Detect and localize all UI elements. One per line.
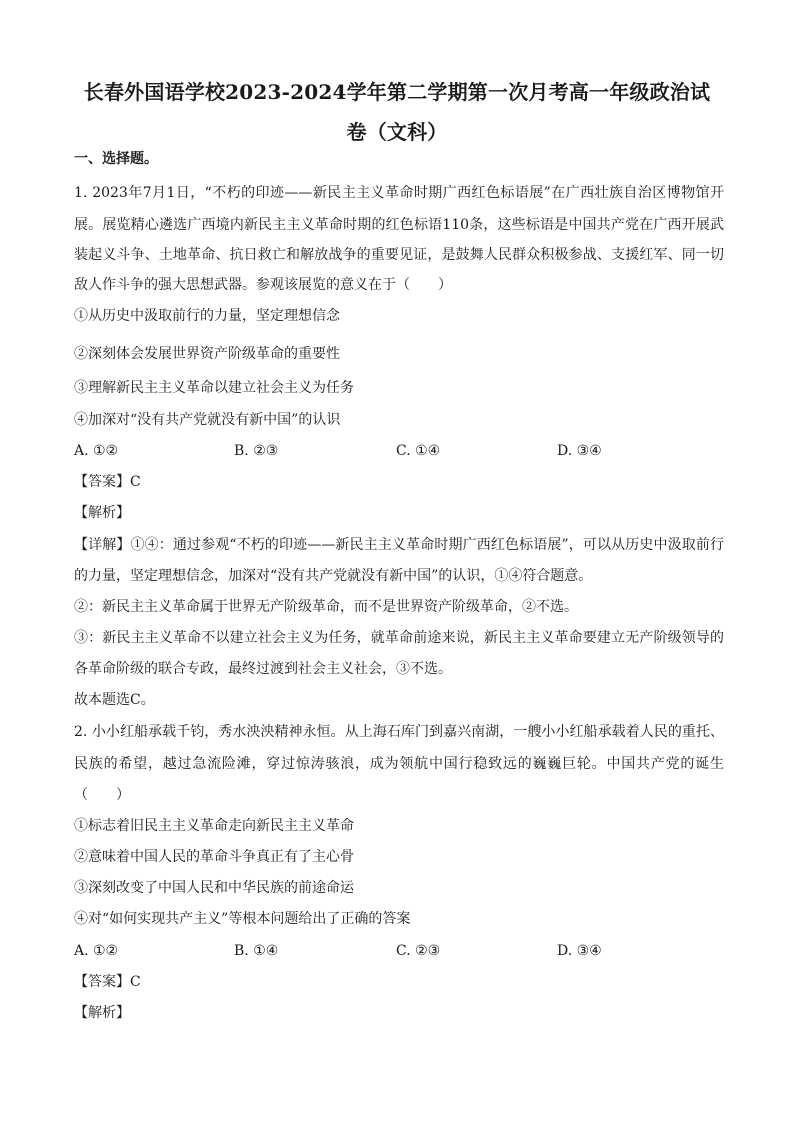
q1-detail-line: ②：新民主主义革命属于世界无产阶级革命，而不是世界资产阶级革命，②不选。 (74, 599, 578, 615)
document-title (60, 72, 734, 152)
title-line-1: 长春外国语学校2023-2024学年第二学期第一次月考高一年级政治试 (83, 80, 711, 104)
q1-answer: 【答案】C (74, 474, 141, 490)
q1-detail-line: ③：新民主主义革命不以建立社会主义为任务，就革命前途来说，新民主主义革命要建立无产阶级领导的 (74, 630, 724, 646)
q1-analysis-label: 【解析】 (74, 505, 130, 521)
q1-option-c: C. ①④ (396, 443, 441, 459)
q2-option-b: B. ①④ (234, 943, 279, 959)
section-heading: 一、选择题。 (74, 151, 158, 167)
q2-option-d: D. ③④ (557, 943, 602, 959)
q2-option-c: C. ②③ (396, 943, 441, 959)
q1-detail-line: 各革命阶级的联合专政，最终过渡到社会主义社会，③不选。 (74, 661, 452, 677)
q2-stem-line: 民族的希望，越过急流险滩，穿过惊涛骇浪，成为领航中国行稳致远的巍巍巨轮。中国共产党的诞生 (74, 756, 724, 772)
q2-stem-line: （ ） (74, 787, 130, 803)
q1-stem-line: 装起义斗争、土地革命、抗日救亡和解放战争的重要见证，是鼓舞人民群众积极参战、支援红军、同一切 (74, 247, 724, 263)
q1-option-d: D. ③④ (557, 443, 602, 459)
q2-answer: 【答案】C (74, 974, 141, 990)
q1-statement: ①从历史中汲取前行的力量，坚定理想信念 (74, 308, 340, 324)
q2-statement: ④对“如何实现共产主义”等根本问题给出了正确的答案 (74, 911, 411, 927)
q1-statement: ④加深对“没有共产党就没有新中国”的认识 (74, 412, 341, 428)
q1-statement: ②深刻体会发展世界资产阶级革命的重要性 (74, 346, 340, 362)
q2-statement: ②意味着中国人民的革命斗争真正有了主心骨 (74, 849, 354, 865)
q2-analysis-label: 【解析】 (74, 1005, 130, 1021)
q1-option-a: A. ①② (74, 443, 119, 459)
q1-option-b: B. ②③ (234, 443, 279, 459)
q1-detail-line: 【详解】①④：通过参观“不朽的印迹——新民主主义革命时期广西红色标语展”，可以从历史中汲取前行 (74, 537, 724, 553)
q2-statement: ③深刻改变了中国人民和中华民族的前途命运 (74, 880, 354, 896)
title-line-2: 卷（文科） (346, 120, 448, 144)
q2-stem-line: 2. 小小红船承载千钧，秀水泱泱精神永恒。从上海石库门到嘉兴南湖，一艘小小红船承载着人民的重托、 (74, 724, 724, 740)
q2-statement: ①标志着旧民主主义革命走向新民主主义革命 (74, 818, 354, 834)
q1-stem-line: 敌人作斗争的强大思想武器。参观该展览的意义在于（ ） (74, 277, 452, 293)
q2-option-a: A. ①② (74, 943, 119, 959)
q1-stem-line: 展。展览精心遴选广西境内新民主主义革命时期的红色标语110条，这些标语是中国共产党在广西开展武 (74, 217, 724, 233)
q1-detail-line: 故本题选C。 (74, 692, 155, 708)
q1-statement: ③理解新民主主义革命以建立社会主义为任务 (74, 380, 354, 396)
q1-stem-line: 1. 2023年7月1日，“不朽的印迹——新民主主义革命时期广西红色标语展”在广西壮族自治区博物馆开 (74, 185, 724, 201)
q1-detail-line: 的力量，坚定理想信念，加深对“没有共产党就没有新中国”的认识，①④符合题意。 (74, 568, 593, 584)
